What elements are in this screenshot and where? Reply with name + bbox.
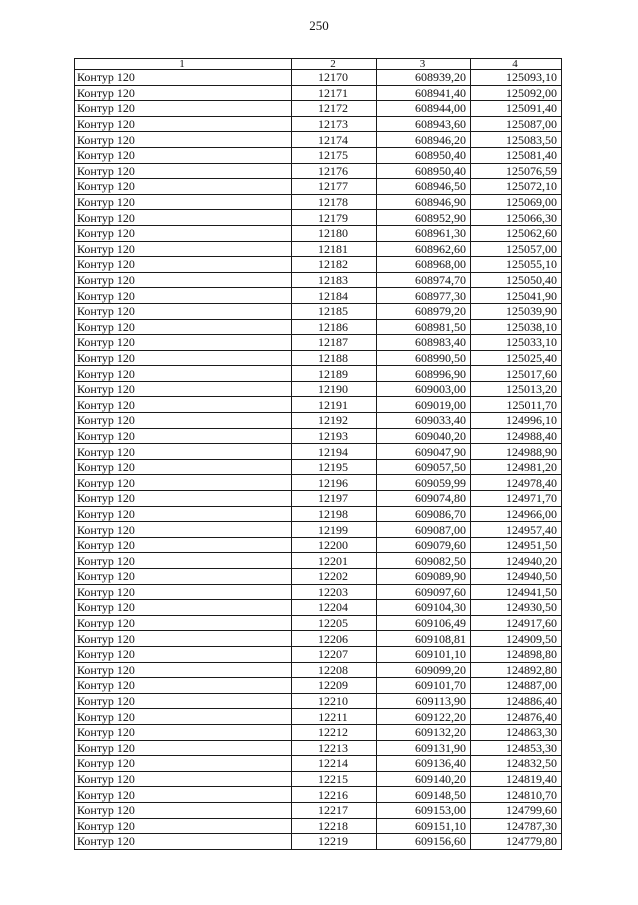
cell-contour-name: Контур 120 [75, 522, 292, 538]
cell-y-coordinate: 124853,30 [471, 740, 562, 756]
cell-x-coordinate: 609136,40 [377, 756, 471, 772]
cell-x-coordinate: 608990,50 [377, 350, 471, 366]
cell-x-coordinate: 608946,50 [377, 179, 471, 195]
cell-x-coordinate: 609059,99 [377, 475, 471, 491]
cell-contour-name: Контур 120 [75, 257, 292, 273]
table-row [75, 350, 562, 366]
table-row [75, 459, 562, 475]
cell-point-number: 12179 [292, 210, 377, 226]
header-cell-point-number: 2 [292, 59, 377, 70]
cell-contour-name: Контур 120 [75, 225, 292, 241]
cell-point-number: 12206 [292, 631, 377, 647]
table-row [75, 584, 562, 600]
cell-point-number: 12211 [292, 709, 377, 725]
cell-contour-name: Контур 120 [75, 631, 292, 647]
cell-x-coordinate: 608950,40 [377, 163, 471, 179]
cell-x-coordinate: 608939,20 [377, 70, 471, 86]
cell-contour-name: Контур 120 [75, 101, 292, 117]
table-row [75, 381, 562, 397]
cell-x-coordinate: 609040,20 [377, 428, 471, 444]
cell-y-coordinate: 124930,50 [471, 600, 562, 616]
cell-contour-name: Контур 120 [75, 724, 292, 740]
cell-contour-name: Контур 120 [75, 475, 292, 491]
table-row [75, 163, 562, 179]
cell-y-coordinate: 124941,50 [471, 584, 562, 600]
cell-x-coordinate: 609047,90 [377, 444, 471, 460]
cell-y-coordinate: 125057,00 [471, 241, 562, 257]
cell-x-coordinate: 609151,10 [377, 818, 471, 834]
cell-point-number: 12205 [292, 615, 377, 631]
cell-point-number: 12200 [292, 537, 377, 553]
table-row [75, 818, 562, 834]
cell-contour-name: Контур 120 [75, 506, 292, 522]
cell-contour-name: Контур 120 [75, 303, 292, 319]
cell-point-number: 12197 [292, 491, 377, 507]
table-row [75, 257, 562, 273]
table-row [75, 288, 562, 304]
cell-y-coordinate: 124966,00 [471, 506, 562, 522]
table-row [75, 662, 562, 678]
cell-contour-name: Контур 120 [75, 272, 292, 288]
cell-point-number: 12217 [292, 802, 377, 818]
cell-x-coordinate: 609104,30 [377, 600, 471, 616]
cell-x-coordinate: 608983,40 [377, 335, 471, 351]
cell-contour-name: Контур 120 [75, 491, 292, 507]
cell-y-coordinate: 125087,00 [471, 116, 562, 132]
cell-y-coordinate: 125069,00 [471, 194, 562, 210]
cell-x-coordinate: 608968,00 [377, 257, 471, 273]
cell-contour-name: Контур 120 [75, 787, 292, 803]
cell-y-coordinate: 125072,10 [471, 179, 562, 195]
cell-contour-name: Контур 120 [75, 553, 292, 569]
cell-x-coordinate: 609019,00 [377, 397, 471, 413]
cell-contour-name: Контур 120 [75, 584, 292, 600]
cell-contour-name: Контур 120 [75, 818, 292, 834]
cell-y-coordinate: 124951,50 [471, 537, 562, 553]
cell-y-coordinate: 124957,40 [471, 522, 562, 538]
cell-point-number: 12184 [292, 288, 377, 304]
cell-point-number: 12207 [292, 646, 377, 662]
cell-y-coordinate: 124787,30 [471, 818, 562, 834]
table-row [75, 569, 562, 585]
cell-point-number: 12196 [292, 475, 377, 491]
cell-x-coordinate: 609106,49 [377, 615, 471, 631]
cell-x-coordinate: 609101,10 [377, 646, 471, 662]
page-number: 250 [309, 18, 329, 33]
cell-contour-name: Контур 120 [75, 428, 292, 444]
cell-x-coordinate: 609082,50 [377, 553, 471, 569]
table-row [75, 147, 562, 163]
table-row [75, 678, 562, 694]
cell-y-coordinate: 125092,00 [471, 85, 562, 101]
cell-contour-name: Контур 120 [75, 646, 292, 662]
table-row [75, 475, 562, 491]
cell-x-coordinate: 608943,60 [377, 116, 471, 132]
cell-point-number: 12204 [292, 600, 377, 616]
cell-point-number: 12173 [292, 116, 377, 132]
cell-contour-name: Контур 120 [75, 678, 292, 694]
cell-point-number: 12189 [292, 366, 377, 382]
table-row [75, 85, 562, 101]
cell-contour-name: Контур 120 [75, 319, 292, 335]
cell-x-coordinate: 608950,40 [377, 147, 471, 163]
cell-point-number: 12186 [292, 319, 377, 335]
cell-y-coordinate: 124898,80 [471, 646, 562, 662]
table-row [75, 553, 562, 569]
cell-y-coordinate: 124863,30 [471, 724, 562, 740]
table-row [75, 522, 562, 538]
cell-contour-name: Контур 120 [75, 335, 292, 351]
cell-y-coordinate: 124819,40 [471, 771, 562, 787]
cell-x-coordinate: 609099,20 [377, 662, 471, 678]
cell-x-coordinate: 609140,20 [377, 771, 471, 787]
cell-y-coordinate: 125013,20 [471, 381, 562, 397]
cell-x-coordinate: 608981,50 [377, 319, 471, 335]
table-row [75, 506, 562, 522]
cell-contour-name: Контур 120 [75, 569, 292, 585]
cell-point-number: 12198 [292, 506, 377, 522]
cell-contour-name: Контур 120 [75, 116, 292, 132]
cell-x-coordinate: 609079,60 [377, 537, 471, 553]
cell-point-number: 12216 [292, 787, 377, 803]
cell-contour-name: Контур 120 [75, 834, 292, 850]
cell-y-coordinate: 124996,10 [471, 413, 562, 429]
table-row [75, 724, 562, 740]
cell-point-number: 12219 [292, 834, 377, 850]
table-row [75, 771, 562, 787]
cell-y-coordinate: 125066,30 [471, 210, 562, 226]
cell-contour-name: Контур 120 [75, 413, 292, 429]
cell-x-coordinate: 609156,60 [377, 834, 471, 850]
table-row [75, 537, 562, 553]
cell-x-coordinate: 608979,20 [377, 303, 471, 319]
cell-point-number: 12177 [292, 179, 377, 195]
cell-contour-name: Контур 120 [75, 366, 292, 382]
cell-point-number: 12210 [292, 693, 377, 709]
cell-y-coordinate: 124887,00 [471, 678, 562, 694]
table-row [75, 225, 562, 241]
cell-point-number: 12190 [292, 381, 377, 397]
cell-contour-name: Контур 120 [75, 459, 292, 475]
cell-y-coordinate: 124799,60 [471, 802, 562, 818]
table-row [75, 787, 562, 803]
cell-y-coordinate: 124876,40 [471, 709, 562, 725]
table-row [75, 693, 562, 709]
cell-y-coordinate: 125050,40 [471, 272, 562, 288]
cell-point-number: 12192 [292, 413, 377, 429]
cell-x-coordinate: 609086,70 [377, 506, 471, 522]
header-cell-x-coordinate: 3 [377, 59, 471, 70]
cell-x-coordinate: 609097,60 [377, 584, 471, 600]
cell-y-coordinate: 125025,40 [471, 350, 562, 366]
cell-contour-name: Контур 120 [75, 241, 292, 257]
cell-y-coordinate: 124988,40 [471, 428, 562, 444]
cell-x-coordinate: 608974,70 [377, 272, 471, 288]
table-row [75, 756, 562, 772]
cell-contour-name: Контур 120 [75, 210, 292, 226]
table-row [75, 709, 562, 725]
table-row [75, 210, 562, 226]
cell-contour-name: Контур 120 [75, 163, 292, 179]
cell-y-coordinate: 124810,70 [471, 787, 562, 803]
cell-x-coordinate: 608952,90 [377, 210, 471, 226]
cell-point-number: 12209 [292, 678, 377, 694]
table-row [75, 491, 562, 507]
cell-x-coordinate: 609057,50 [377, 459, 471, 475]
cell-point-number: 12203 [292, 584, 377, 600]
cell-point-number: 12194 [292, 444, 377, 460]
cell-contour-name: Контур 120 [75, 693, 292, 709]
cell-x-coordinate: 608946,90 [377, 194, 471, 210]
cell-contour-name: Контур 120 [75, 147, 292, 163]
cell-contour-name: Контур 120 [75, 662, 292, 678]
cell-point-number: 12170 [292, 70, 377, 86]
cell-y-coordinate: 124917,60 [471, 615, 562, 631]
cell-contour-name: Контур 120 [75, 132, 292, 148]
table-row [75, 428, 562, 444]
cell-point-number: 12174 [292, 132, 377, 148]
cell-x-coordinate: 608996,90 [377, 366, 471, 382]
cell-point-number: 12185 [292, 303, 377, 319]
table-row [75, 179, 562, 195]
cell-point-number: 12212 [292, 724, 377, 740]
table-row [75, 116, 562, 132]
cell-y-coordinate: 125076,59 [471, 163, 562, 179]
table-row [75, 132, 562, 148]
cell-y-coordinate: 124988,90 [471, 444, 562, 460]
cell-contour-name: Контур 120 [75, 600, 292, 616]
cell-x-coordinate: 609148,50 [377, 787, 471, 803]
cell-point-number: 12191 [292, 397, 377, 413]
header-cell-y-coordinate: 4 [471, 59, 562, 70]
cell-point-number: 12182 [292, 257, 377, 273]
coordinates-table [74, 58, 562, 850]
table-row [75, 70, 562, 86]
cell-x-coordinate: 609033,40 [377, 413, 471, 429]
cell-point-number: 12172 [292, 101, 377, 117]
cell-y-coordinate: 125039,90 [471, 303, 562, 319]
cell-contour-name: Контур 120 [75, 381, 292, 397]
cell-contour-name: Контур 120 [75, 194, 292, 210]
cell-x-coordinate: 609074,80 [377, 491, 471, 507]
table-row [75, 600, 562, 616]
table-header [75, 59, 562, 70]
table-row [75, 272, 562, 288]
table-row [75, 366, 562, 382]
cell-point-number: 12183 [292, 272, 377, 288]
table-row [75, 194, 562, 210]
cell-contour-name: Контур 120 [75, 740, 292, 756]
cell-x-coordinate: 609122,20 [377, 709, 471, 725]
cell-x-coordinate: 609113,90 [377, 693, 471, 709]
cell-contour-name: Контур 120 [75, 288, 292, 304]
cell-point-number: 12178 [292, 194, 377, 210]
cell-contour-name: Контур 120 [75, 70, 292, 86]
cell-x-coordinate: 608962,60 [377, 241, 471, 257]
cell-y-coordinate: 125062,60 [471, 225, 562, 241]
table-body [75, 70, 562, 850]
cell-contour-name: Контур 120 [75, 709, 292, 725]
table-row [75, 397, 562, 413]
cell-y-coordinate: 125055,10 [471, 257, 562, 273]
cell-contour-name: Контур 120 [75, 350, 292, 366]
table-row [75, 444, 562, 460]
cell-y-coordinate: 125017,60 [471, 366, 562, 382]
cell-y-coordinate: 124981,20 [471, 459, 562, 475]
cell-point-number: 12213 [292, 740, 377, 756]
cell-y-coordinate: 124940,50 [471, 569, 562, 585]
table-row [75, 646, 562, 662]
cell-x-coordinate: 608977,30 [377, 288, 471, 304]
cell-point-number: 12208 [292, 662, 377, 678]
cell-y-coordinate: 124971,70 [471, 491, 562, 507]
cell-point-number: 12193 [292, 428, 377, 444]
cell-contour-name: Контур 120 [75, 537, 292, 553]
cell-y-coordinate: 124892,80 [471, 662, 562, 678]
table-row [75, 241, 562, 257]
cell-y-coordinate: 125081,40 [471, 147, 562, 163]
cell-y-coordinate: 124832,50 [471, 756, 562, 772]
cell-point-number: 12176 [292, 163, 377, 179]
cell-x-coordinate: 609153,00 [377, 802, 471, 818]
cell-point-number: 12215 [292, 771, 377, 787]
cell-point-number: 12202 [292, 569, 377, 585]
cell-y-coordinate: 125011,70 [471, 397, 562, 413]
cell-x-coordinate: 609132,20 [377, 724, 471, 740]
cell-y-coordinate: 125033,10 [471, 335, 562, 351]
cell-contour-name: Контур 120 [75, 615, 292, 631]
cell-point-number: 12171 [292, 85, 377, 101]
cell-x-coordinate: 608944,00 [377, 101, 471, 117]
cell-point-number: 12188 [292, 350, 377, 366]
cell-point-number: 12187 [292, 335, 377, 351]
table-row [75, 413, 562, 429]
cell-x-coordinate: 609131,90 [377, 740, 471, 756]
cell-x-coordinate: 609089,90 [377, 569, 471, 585]
cell-contour-name: Контур 120 [75, 771, 292, 787]
cell-x-coordinate: 609003,00 [377, 381, 471, 397]
table-row [75, 303, 562, 319]
cell-point-number: 12181 [292, 241, 377, 257]
cell-contour-name: Контур 120 [75, 802, 292, 818]
table-row [75, 319, 562, 335]
cell-contour-name: Контур 120 [75, 85, 292, 101]
header-cell-contour: 1 [75, 59, 292, 70]
cell-x-coordinate: 608961,30 [377, 225, 471, 241]
cell-contour-name: Контур 120 [75, 397, 292, 413]
cell-point-number: 12180 [292, 225, 377, 241]
cell-x-coordinate: 609087,00 [377, 522, 471, 538]
cell-y-coordinate: 124779,80 [471, 834, 562, 850]
cell-point-number: 12218 [292, 818, 377, 834]
table-row [75, 101, 562, 117]
cell-x-coordinate: 608941,40 [377, 85, 471, 101]
cell-y-coordinate: 125041,90 [471, 288, 562, 304]
cell-y-coordinate: 125093,10 [471, 70, 562, 86]
cell-y-coordinate: 125091,40 [471, 101, 562, 117]
cell-y-coordinate: 124909,50 [471, 631, 562, 647]
cell-y-coordinate: 124978,40 [471, 475, 562, 491]
cell-x-coordinate: 609101,70 [377, 678, 471, 694]
table-row [75, 335, 562, 351]
cell-y-coordinate: 125083,50 [471, 132, 562, 148]
table-row [75, 834, 562, 850]
cell-y-coordinate: 124886,40 [471, 693, 562, 709]
cell-point-number: 12175 [292, 147, 377, 163]
table-row [75, 615, 562, 631]
cell-point-number: 12214 [292, 756, 377, 772]
cell-x-coordinate: 608946,20 [377, 132, 471, 148]
header-row [75, 59, 562, 70]
cell-y-coordinate: 125038,10 [471, 319, 562, 335]
cell-x-coordinate: 609108,81 [377, 631, 471, 647]
cell-point-number: 12199 [292, 522, 377, 538]
cell-y-coordinate: 124940,20 [471, 553, 562, 569]
cell-contour-name: Контур 120 [75, 444, 292, 460]
table-row [75, 802, 562, 818]
cell-contour-name: Контур 120 [75, 756, 292, 772]
table-row [75, 631, 562, 647]
cell-point-number: 12201 [292, 553, 377, 569]
table-row [75, 740, 562, 756]
cell-contour-name: Контур 120 [75, 179, 292, 195]
cell-point-number: 12195 [292, 459, 377, 475]
